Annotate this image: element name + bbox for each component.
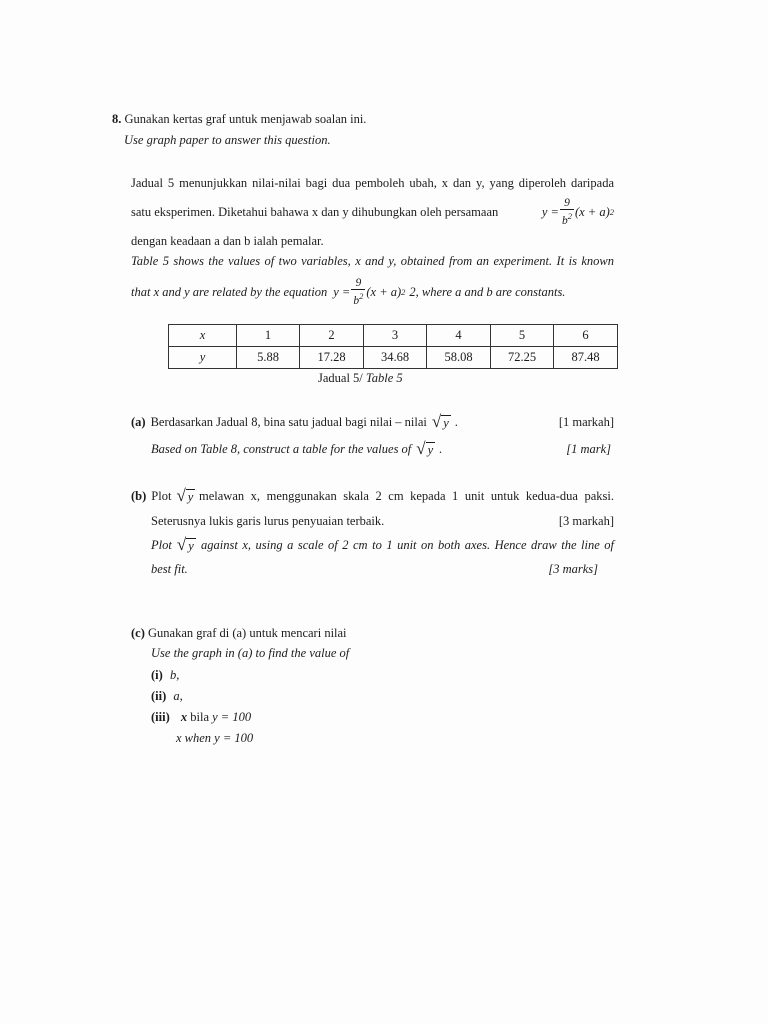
- eq-denominator: [560, 209, 574, 227]
- table-cell: 72.25: [491, 347, 554, 369]
- eq-en-den-exp: 2: [359, 291, 364, 301]
- stem-english-text-2: that x and y are related by the equation: [131, 284, 328, 299]
- table-cell: 3: [364, 325, 427, 347]
- intro-malay: Gunakan kertas graf untuk menjawab soalan ini.: [124, 112, 367, 126]
- part-b-plot-english: Plot: [151, 538, 172, 552]
- eq-rhs: (x + a): [574, 204, 610, 219]
- table-cell: 6: [554, 325, 618, 347]
- table-cell: 4: [427, 325, 491, 347]
- item-iii-text-malay: bila: [190, 710, 209, 724]
- table-header-x: x: [169, 325, 237, 347]
- table-cell: 87.48: [554, 347, 618, 369]
- part-b-english-line-2: best fit.: [151, 562, 188, 576]
- part-c-malay: [131, 625, 347, 641]
- eq-en-rhs: (x + a): [366, 284, 402, 299]
- table-cell: 58.08: [427, 347, 491, 369]
- part-b-plot-malay: Plot: [151, 489, 172, 503]
- part-c-item-iii-english: x when y = 100: [176, 731, 254, 745]
- eq-den-base: b: [561, 214, 568, 227]
- part-c-item-iii: [151, 709, 251, 725]
- table-cell: 5: [491, 325, 554, 347]
- item-iii-var: x: [180, 710, 188, 724]
- part-a-text-english: Based on Table 8, construct a table for the values of: [151, 442, 412, 456]
- eq-en-rhs-exp: 2: [401, 286, 406, 297]
- equation-malay: [542, 197, 614, 227]
- eq-fraction: [560, 197, 574, 227]
- stem-malay-line-1: Jadual 5 menunjukkan nilai-nilai bagi dua pemboleh ubah, x dan y, yang diperoleh daripada: [131, 176, 614, 190]
- eq-rhs-exp: 2: [609, 206, 614, 217]
- table-row-x: [169, 325, 618, 347]
- part-a-malay: (a) Berdasarkan Jadual 8, bina satu jadual bagi nilai – nilai √ y .: [131, 412, 458, 431]
- eq-numerator: 9: [564, 197, 570, 209]
- part-a-text-malay: Berdasarkan Jadual 8, bina satu jadual bagi nilai – nilai: [150, 415, 427, 429]
- part-b-label: (b): [131, 489, 147, 503]
- part-a-english: Based on Table 8, construct a table for the values of √ y .: [151, 439, 443, 458]
- part-b-marks-english: [3 marks]: [548, 562, 598, 576]
- item-iii-label: (iii): [151, 710, 170, 724]
- sqrt-y-icon: √ y: [176, 535, 194, 554]
- table-caption: [318, 370, 403, 386]
- sqrt-y-icon: √ y: [416, 439, 434, 458]
- question-header: [112, 111, 366, 127]
- table-caption-english: Table 5: [365, 371, 403, 385]
- stem-english-text-2-post: 2, where a and b are constants.: [409, 284, 566, 299]
- eq-en-numerator: 9: [355, 277, 362, 289]
- equation-english: [333, 277, 405, 307]
- part-c-item-i: [151, 667, 179, 683]
- table-cell: 5.88: [237, 347, 300, 369]
- sqrt-radicand: y: [187, 490, 194, 504]
- table-row-y: [169, 347, 618, 369]
- eq-en-den-base: b: [353, 294, 360, 307]
- stem-malay-text-2: satu eksperimen. Diketahui bahawa x dan y dihubungkan oleh persamaan: [131, 204, 499, 219]
- part-b-marks-malay: [3 markah]: [558, 514, 614, 528]
- stem-english-line-2: [131, 277, 565, 307]
- item-ii-text: a,: [173, 689, 183, 703]
- eq-en-lhs: y =: [333, 284, 351, 299]
- item-i-text: b,: [169, 668, 180, 682]
- part-c-label: (c): [131, 626, 145, 640]
- stem-english-line-1: Table 5 shows the values of two variables, x and y, obtained from an experiment. It is known: [131, 254, 614, 268]
- item-i-label: (i): [151, 668, 163, 682]
- part-c-english: Use the graph in (a) to find the value of: [151, 646, 350, 660]
- data-table: [168, 324, 618, 369]
- part-b-english-line-1: [151, 536, 614, 554]
- eq-lhs: y =: [541, 204, 559, 219]
- part-c-item-ii: [151, 688, 183, 704]
- sqrt-radicand: y: [427, 443, 434, 457]
- part-b-malay-line-2: Seterusnya lukis garis lurus penyuaian terbaik.: [151, 514, 385, 528]
- table-cell: 17.28: [300, 347, 364, 369]
- table-cell: 2: [300, 325, 364, 347]
- table-header-y: y: [169, 347, 237, 369]
- sqrt-y-icon: √ y: [431, 412, 449, 431]
- stem-malay-line-2: [131, 197, 614, 227]
- eq-en-fraction: [351, 277, 365, 307]
- sqrt-radicand: y: [443, 416, 449, 430]
- intro-english: Use graph paper to answer this question.: [124, 133, 331, 147]
- item-ii-label: (ii): [151, 689, 167, 703]
- eq-en-denominator: [351, 289, 365, 307]
- question-number: 8.: [112, 112, 122, 126]
- part-a-marks-english: [1 mark]: [566, 442, 611, 456]
- table-cell: 1: [237, 325, 300, 347]
- part-b-text-malay-1: melawan x, menggunakan skala 2 cm kepada 1 unit untuk kedua-dua paksi.: [199, 489, 614, 503]
- table-caption-malay: Jadual 5/: [318, 371, 363, 385]
- eq-den-exp: 2: [567, 211, 572, 221]
- part-a-marks-malay: [1 markah]: [558, 415, 614, 429]
- item-iii-condition: y = 100: [212, 710, 252, 724]
- part-c-text-malay: Gunakan graf di (a) untuk mencari nilai: [148, 626, 347, 640]
- part-b-text-english-1: against x, using a scale of 2 cm to 1 unit on both axes. Hence draw the line of: [201, 538, 614, 552]
- part-b-malay-line-1: [131, 487, 614, 505]
- stem-malay-line-3: dengan keadaan a dan b ialah pemalar.: [131, 234, 324, 248]
- table-cell: 34.68: [364, 347, 427, 369]
- part-a-label: (a): [131, 415, 146, 429]
- sqrt-y-icon: √ y: [176, 486, 194, 505]
- sqrt-radicand: y: [188, 539, 194, 553]
